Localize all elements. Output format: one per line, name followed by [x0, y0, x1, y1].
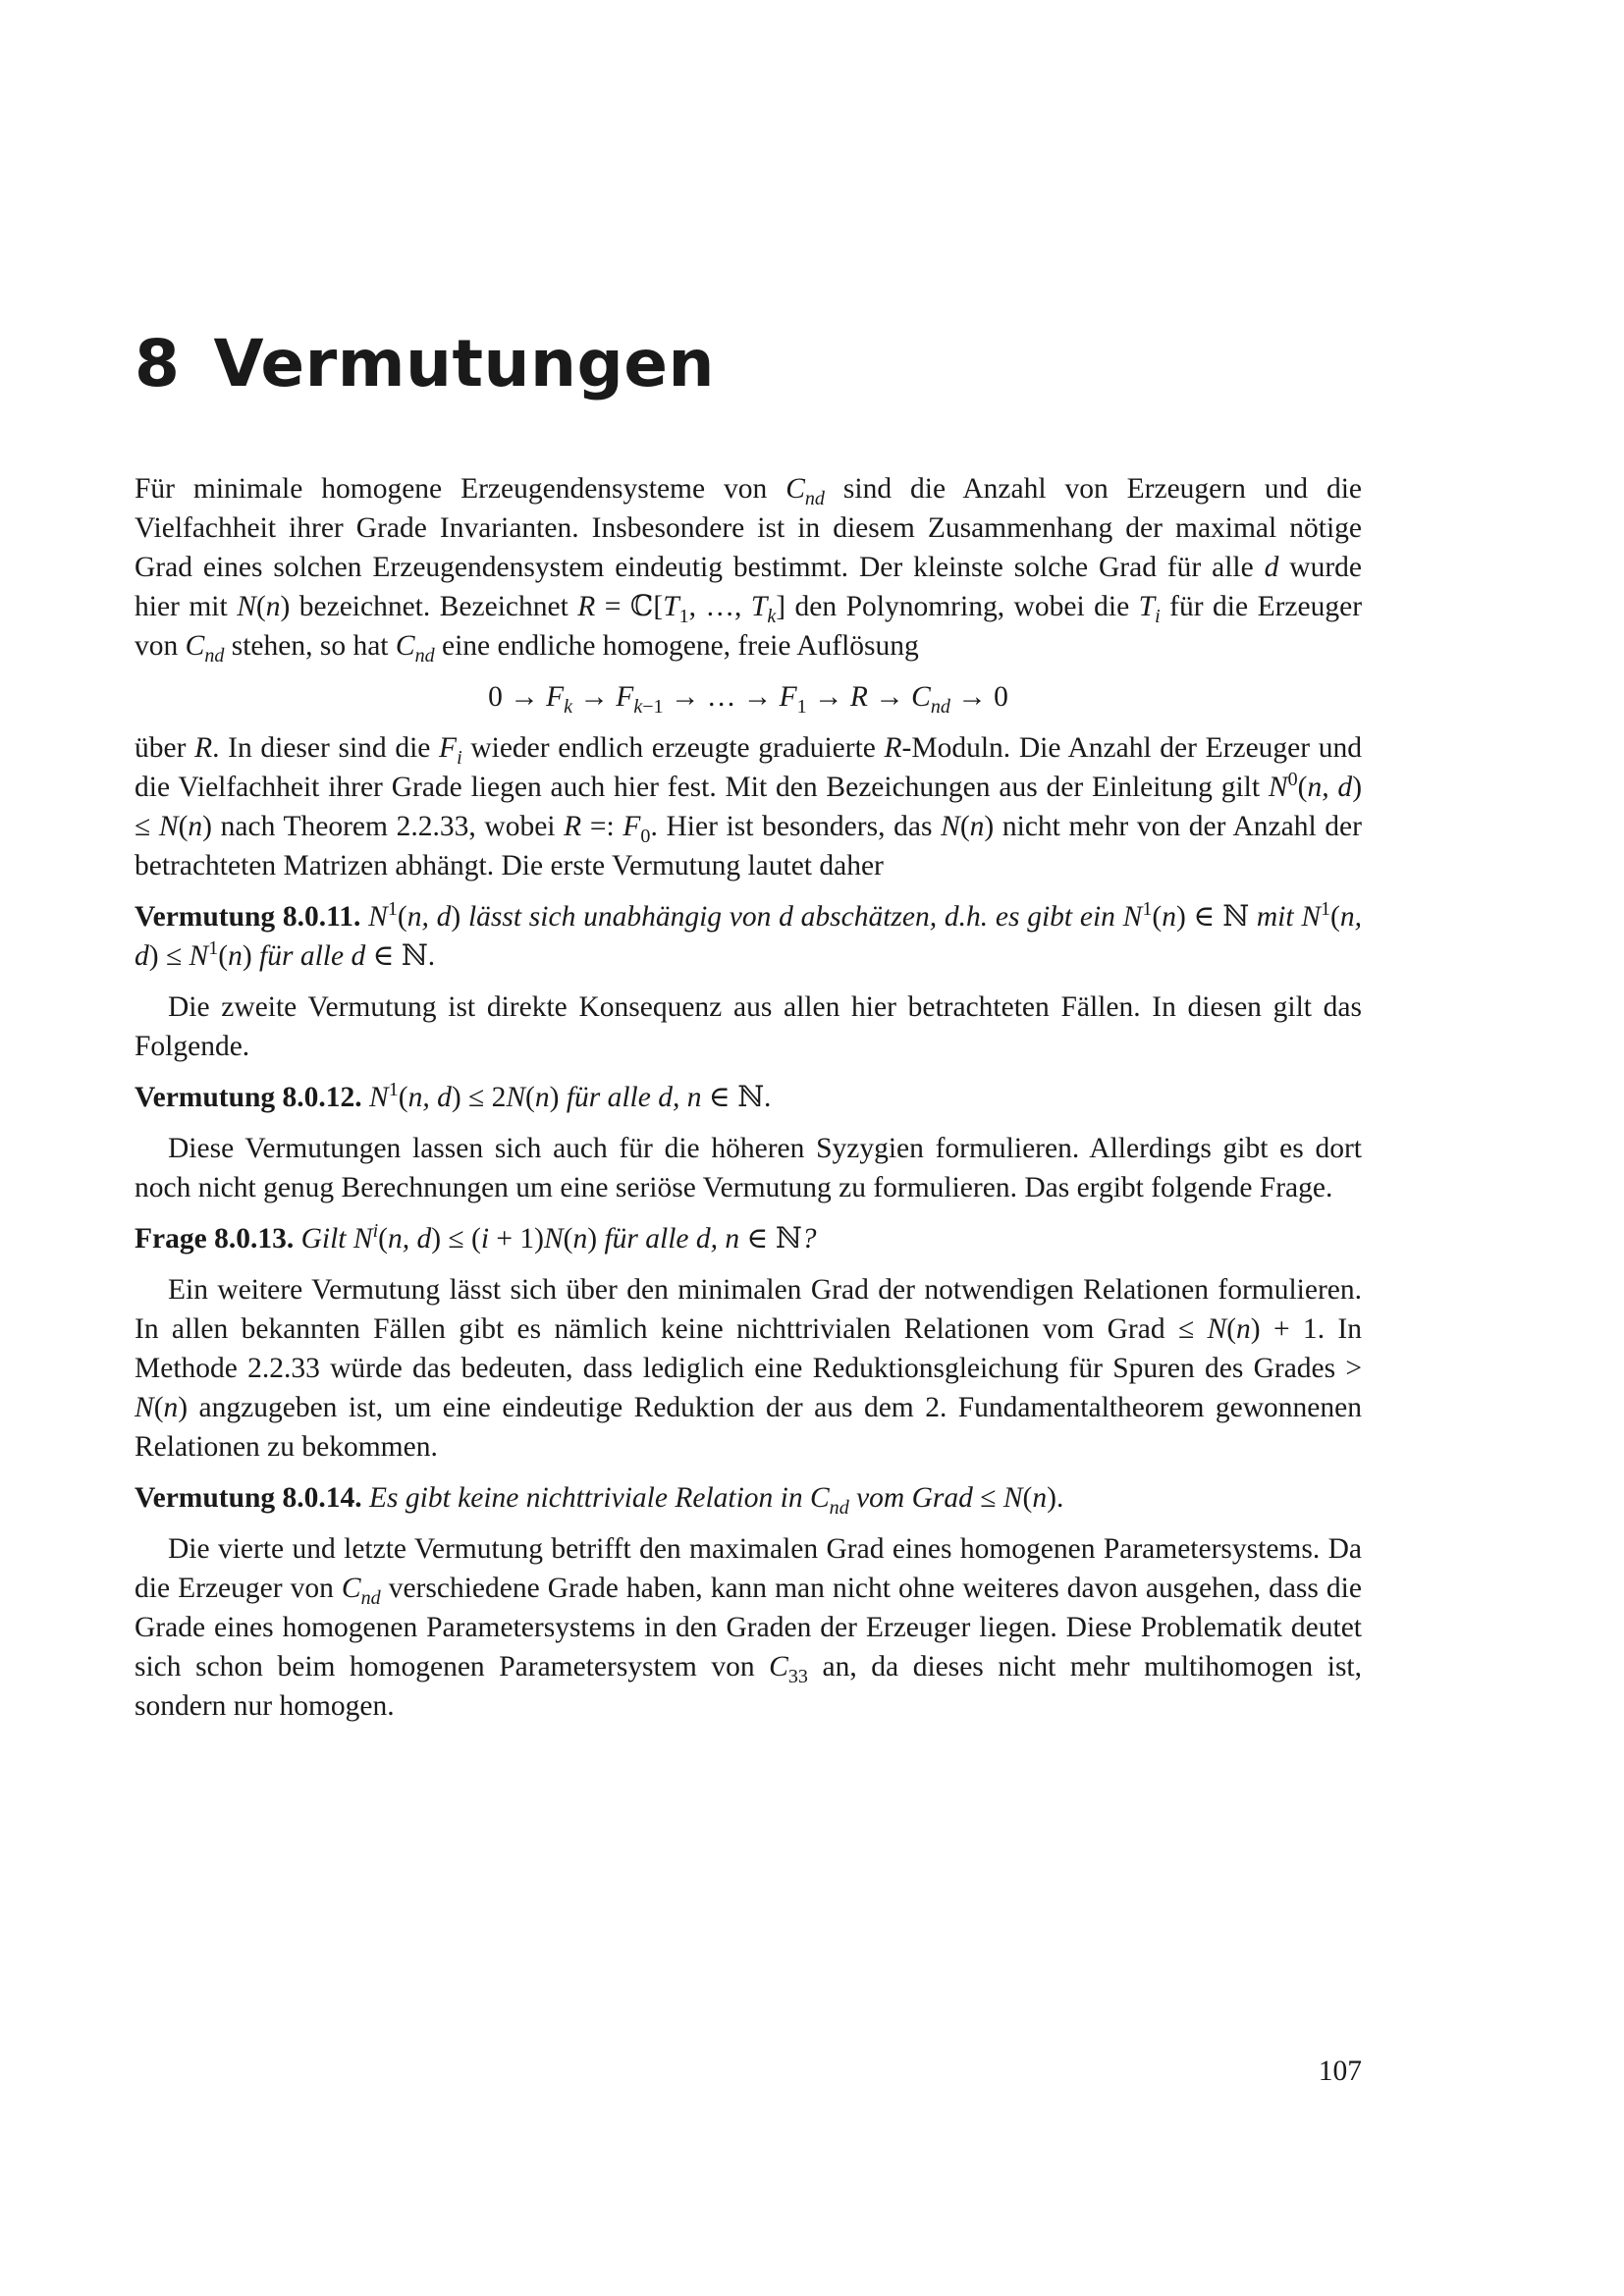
text-run: wurde hier mit: [135, 552, 1362, 622]
chapter-title-text: Vermutungen: [213, 326, 715, 401]
chapter-body: [135, 469, 1362, 1726]
question-label: Frage 8.0.13.: [135, 1223, 295, 1255]
text-run: wieder endlich erzeugte graduierte: [461, 732, 885, 764]
math-inline: $T_i$: [1138, 591, 1161, 627]
paragraph-syzygies: Diese Vermutungen lassen sich auch für die höheren Syzygien formulieren. Allerdings gibt es dort noch nicht genug Berechnungen um eine seriöse Vermutung zu formulieren. Das ergibt folgende Frage.: [135, 1133, 1362, 1203]
conjecture-label: Vermutung 8.0.12.: [135, 1082, 362, 1113]
resolution-equation: $0 \to F_k \to F_{k-1}$ → … → $F_1 \to R \to C_{nd} \to 0$: [488, 681, 1008, 718]
text-run: Gilt: [300, 1223, 353, 1255]
text-run: verschiedene Grade haben, kann man nicht ohne weiteres davon ausgehen, dass die Grade eines homogenen Parametersystems in den Graden der Erzeuger liegen. Diese Problematik deutet sich schon beim homogenen Parametersystem von: [135, 1573, 1362, 1682]
text-run: . Hier ist besonders, das: [650, 811, 942, 842]
math-inline: $C_{nd}$: [395, 630, 435, 667]
text-run: über: [135, 732, 195, 764]
text-run: Es gibt keine nichttriviale Relation in: [369, 1482, 810, 1514]
text-run: für alle: [559, 1082, 659, 1113]
conjecture-8-0-12: Vermutung 8.0.12. $N^1(n$, d) ≤ 2N(n) für alle d, n ∈ ℕ.: [135, 1079, 772, 1113]
conjecture-8-0-11: Vermutung 8.0.11. $N^1(n$, d) lässt sich unabhängig von d abschätzen, d.h. es gibt ein $N^1(n)$ ∈ ℕ mit $N^1(n$, $d) \le N^1(n)$ für alle d ∈ ℕ.: [135, 898, 1362, 972]
text-run: mit: [1249, 901, 1302, 933]
paragraph-parameter-system: Die vierte und letzte Vermutung betrifft den maximalen Grad eines homogenen Parametersystems. Da die Erzeuger von $C_{nd}$ verschiedene Grade haben, kann man nicht ohne weiteres davon ausgehen, dass die Grade eines homogenen Parametersystems in den Graden der Erzeuger liegen. Diese Problematik deutet sich schon beim homogenen Parametersystem von $C_{33}$ an, da dieses nicht mehr multihomogen ist, sondern nur homogen.: [135, 1533, 1362, 1722]
text-run: -Moduln. Die Anzahl der Erzeuger und die Vielfachheit ihrer Grade liegen auch hier fest. Mit den Bezeichungen aus der Einleitung gilt: [135, 732, 1362, 803]
text-run: Für minimale homogene Erzeugendensysteme von: [135, 473, 786, 505]
paragraph-second-conjecture: Die zweite Vermutung ist direkte Konsequenz aus allen hier betrachteten Fällen. In diesen gilt das Folgende.: [135, 991, 1362, 1062]
text-run: für alle: [597, 1223, 696, 1255]
text-run: für die Erzeuger von: [135, 591, 1363, 662]
text-run: stehen, so hat: [224, 630, 396, 662]
conjecture-label: Vermutung 8.0.11.: [135, 901, 361, 933]
paragraph-relations: Ein weitere Vermutung lässt sich über den minimalen Grad der notwendigen Relationen formulieren. In allen bekannten Fällen gibt es nämlich keine nichttrivialen Relationen vom Grad ≤ N(n) + 1. In Methode 2.2.33 würde das bedeuten, dass lediglich eine Reduktionsgleichung für Spuren des Grades > N(n) angzugeben ist, um eine eindeutige Reduktion der aus dem 2. Fundamentaltheorem gewonnenen Relationen zu bekommen.: [135, 1274, 1362, 1463]
text-run: eine endliche homogene, freie Auflösung: [434, 630, 919, 662]
conjecture-8-0-14: Vermutung 8.0.14. Es gibt keine nichttriviale Relation in $C_{nd}$ vom Grad ≤ N(n).: [135, 1482, 1064, 1519]
math-inline: d: [1264, 552, 1279, 583]
text-run: bezeichnet. Bezeichnet: [290, 591, 578, 622]
text-run: . In Methode 2.2.33 würde das bedeuten, dass lediglich eine Reduktionsgleichung für Spuren des Grades: [135, 1313, 1362, 1384]
math-inline: $C_{nd}$: [785, 473, 825, 509]
conjecture-label: Vermutung 8.0.14.: [135, 1482, 362, 1514]
math-inline: $C_{nd}$: [185, 630, 225, 667]
text-run: vom Grad: [848, 1482, 981, 1514]
page-number: 107: [1318, 2056, 1362, 2087]
chapter-heading: [135, 326, 715, 401]
paragraph-resolution: über R. In dieser sind die $F_i$ wieder endlich erzeugte graduierte R-Moduln. Die Anzahl der Erzeuger und die Vielfachheit ihrer Grade liegen auch hier fest. Mit den Bezeichungen aus der Einleitung gilt $N^0(n$, d) ≤ N(n) nach Theorem 2.2.33, wobei R =: $F_0$. Hier ist besonders, das N(n) nicht mehr von der Anzahl der betrachteten Matrizen abhängt. Die erste Vermutung lautet daher: [135, 732, 1363, 881]
text-run: nicht mehr von der Anzahl der betrachteten Matrizen abhängt. Die erste Vermutung lautet daher: [135, 811, 1362, 881]
text-run: abschätzen, d.h. es gibt ein: [792, 901, 1123, 933]
text-run: nach Theorem 2.2.33, wobei: [211, 811, 565, 842]
text-run: . In dieser sind die: [212, 732, 440, 764]
paragraph-intro: Für minimale homogene Erzeugendensysteme von $C_{nd}$ sind die Anzahl von Erzeugern und die Vielfachheit ihrer Grade Invarianten. Insbesondere ist in diesem Zusammenhang der maximal nötige Grad eines solchen Erzeugendensystem eindeutig bestimmt. Der kleinste solche Grad für alle d wurde hier mit N(n) bezeichnet. Bezeichnet $R = ℂ[T_1$, …, $T_k$] den Polynomring, wobei die $T_i$ für die Erzeuger von $C_{nd}$ stehen, so hat $C_{nd}$ eine endliche homogene, freie Auflösung: [135, 473, 1363, 667]
text-run: Ein weitere Vermutung lässt sich über den minimalen Grad der notwendigen Relationen formulieren. In allen bekannten Fällen gibt es nämlich keine nichttrivialen Relationen vom Grad: [135, 1274, 1362, 1345]
text-run: den Polynomring, wobei die: [785, 591, 1139, 622]
text-run: für alle: [251, 940, 352, 972]
math-inline: N: [237, 591, 256, 622]
question-8-0-13: Frage 8.0.13. Gilt $N^i(n$, d) ≤ (i + 1)N(n) für alle d, n ∈ ℕ?: [135, 1220, 817, 1255]
math-inline: R: [577, 591, 596, 622]
text-run: angzugeben ist, um eine eindeutige Reduktion der aus dem 2. Fundamentaltheorem gewonnenen Relationen zu bekommen.: [135, 1392, 1362, 1463]
text-run: Die vierte und letzte Vermutung betrifft den maximalen Grad eines homogenen Parametersystems. Da die Erzeuger von: [135, 1533, 1362, 1604]
text-run: lässt sich unabhängig von: [460, 901, 780, 933]
chapter-number: 8: [135, 326, 181, 401]
text-run: an, da dieses nicht mehr multihomogen ist, sondern nur homogen.: [135, 1651, 1362, 1722]
text-run: sind die Anzahl von Erzeugern und die Vielfachheit ihrer Grade Invarianten. Insbesondere ist in diesem Zusammenhang der maximal nötige Grad eines solchen Erzeugendensystem eindeutig bestimmt. Der kleinste solche Grad für alle: [135, 473, 1363, 583]
